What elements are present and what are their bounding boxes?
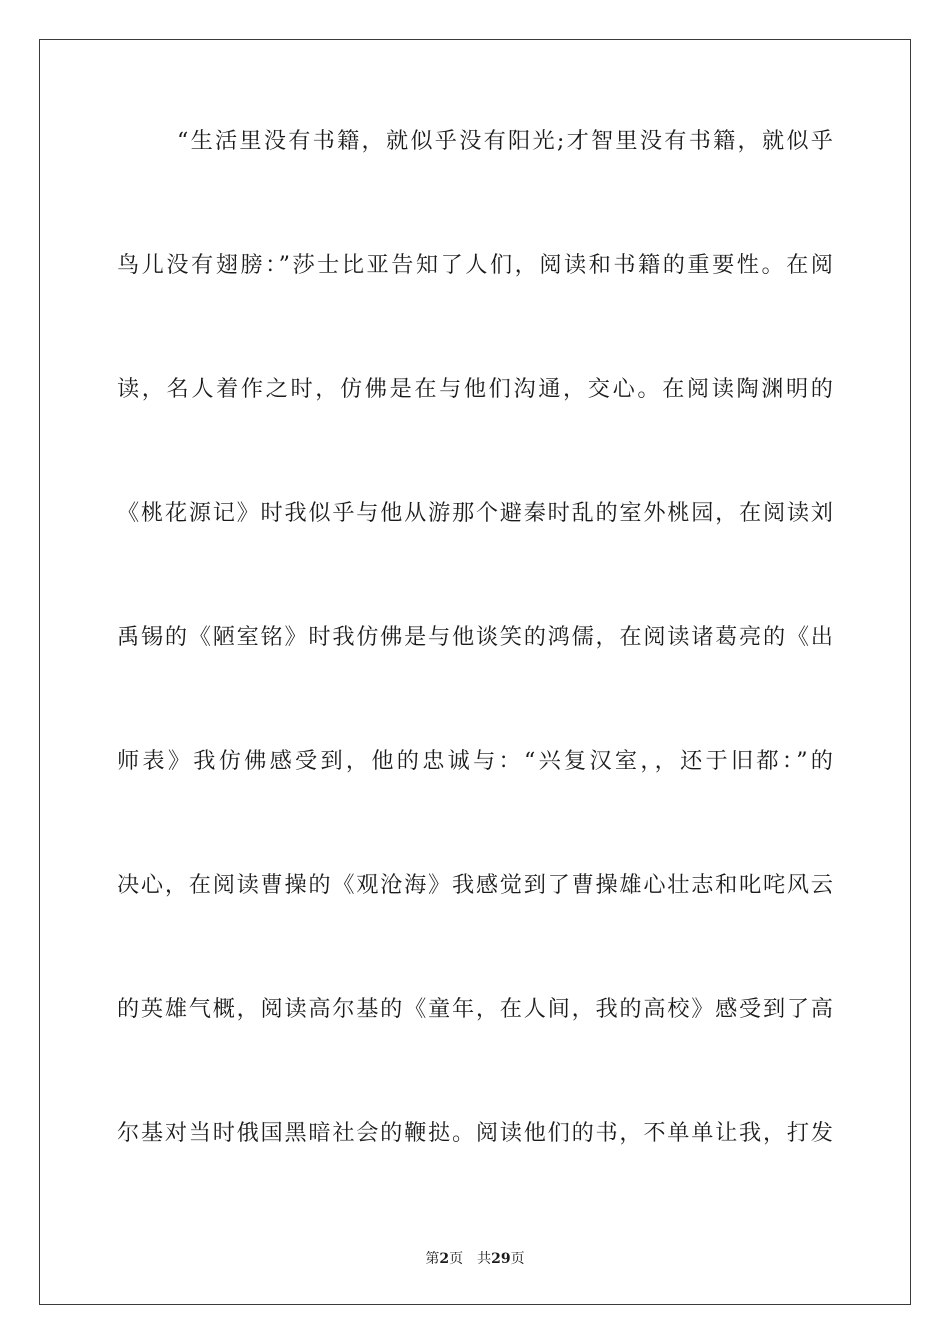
text-line-5: 禹锡的《陋室铭》时我仿佛是与他谈笑的鸿儒，在阅读诸葛亮的《出 [117, 624, 833, 650]
text-line-4: 《桃花源记》时我似乎与他从游那个避秦时乱的室外桃园，在阅读刘 [117, 500, 833, 526]
page-suffix: 页 [449, 1251, 464, 1267]
page-prefix: 第 [425, 1251, 440, 1267]
text-line-3: 读，名人着作之时，仿佛是在与他们沟通，交心。在阅读陶渊明的 [117, 376, 833, 402]
text-line-8: 的英雄气概，阅读高尔基的《童年，在人间，我的高校》感受到了高 [117, 996, 833, 1022]
page-border [39, 39, 911, 1305]
total-pages: 29 [491, 1251, 511, 1267]
page-footer [0, 1248, 950, 1268]
text-line-9: 尔基对当时俄国黑暗社会的鞭挞。阅读他们的书，不单单让我，打发 [117, 1120, 833, 1146]
text-line-6: 师表》我仿佛感受到，他的忠诚与：“兴复汉室，，还于旧都：”的 [117, 748, 833, 774]
page-number: 2 [439, 1251, 450, 1267]
text-line-7: 决心，在阅读曹操的《观沧海》我感觉到了曹操雄心壮志和叱咤风云 [117, 872, 833, 898]
total-suffix: 页 [510, 1251, 525, 1267]
text-line-1: “生活里没有书籍，就似乎没有阳光;才智里没有书籍，就似乎 [177, 128, 833, 154]
text-line-2: 鸟儿没有翅膀：”莎士比亚告知了人们，阅读和书籍的重要性。在阅 [117, 252, 833, 278]
total-prefix: 共 [477, 1251, 492, 1267]
